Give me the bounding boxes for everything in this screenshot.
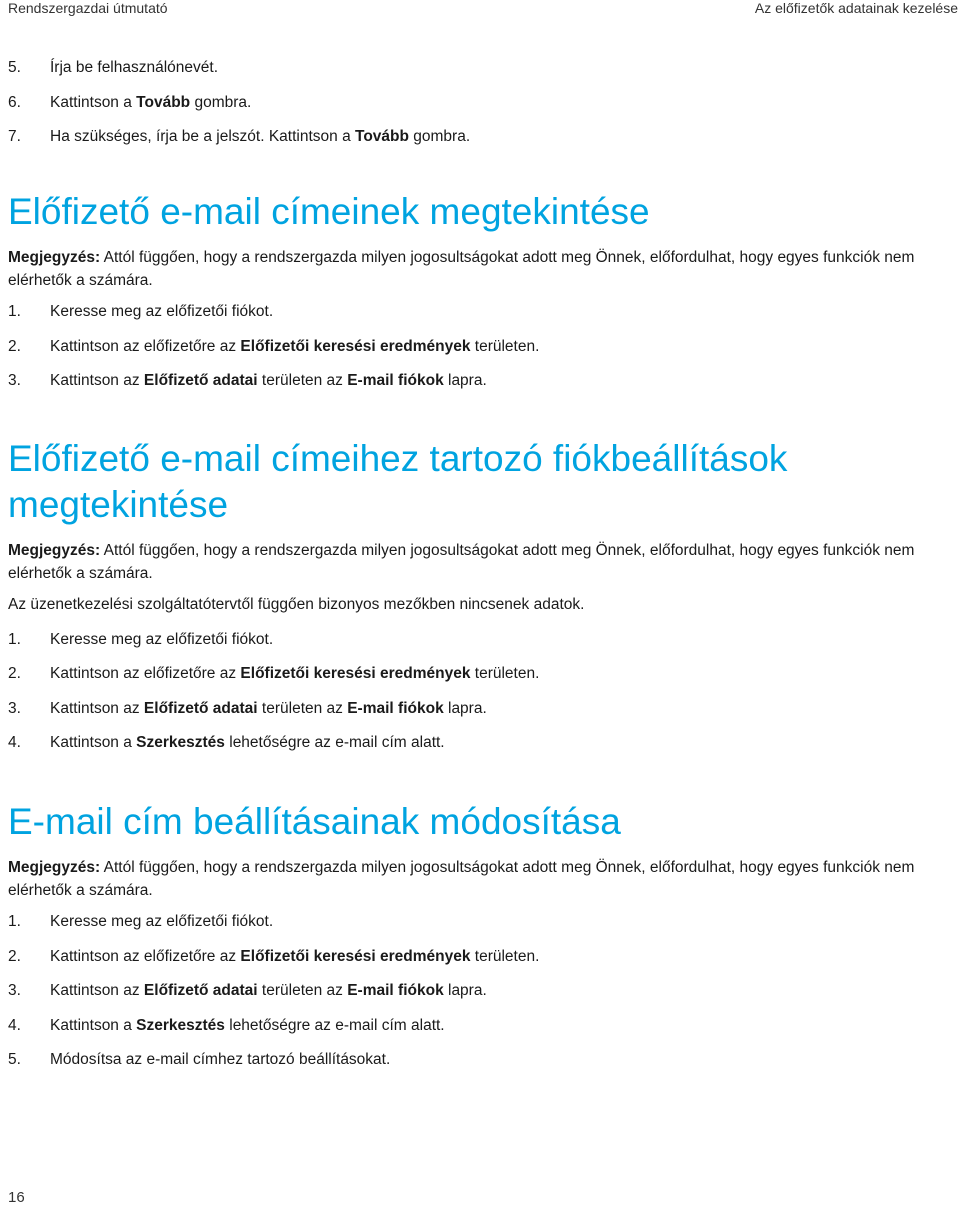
step-text-part: Módosítsa az e-mail címhez tartozó beállításokat.: [50, 1051, 391, 1068]
step-number: 7.: [8, 128, 21, 145]
step-text-part: lapra.: [443, 372, 487, 389]
note-label: Megjegyzés:: [8, 249, 101, 266]
step-number: 2.: [8, 337, 21, 355]
step-text-part: Kattintson a: [50, 734, 137, 751]
note-label: Megjegyzés:: [8, 542, 101, 559]
list-item: [8, 337, 940, 357]
step-text-part: Kattintson a: [50, 93, 137, 111]
step-text-part: Kattintson az előfizetőre az: [50, 665, 241, 682]
section: [8, 799, 940, 1070]
ui-term: Előfizetői keresési eredmények: [240, 337, 471, 355]
step-text-part: területen az: [257, 372, 348, 389]
step-text-part: Kattintson az előfizetőre az: [50, 947, 241, 965]
step-text-part: területen.: [470, 337, 540, 355]
page-header: [0, 0, 960, 22]
header-guide-title: Rendszergazdai útmutató: [8, 0, 168, 16]
section-title: Előfizető e-mail címeihez tartozó fiókbeállítások megtekintése: [8, 438, 788, 525]
ui-term: E-mail fiókok: [347, 372, 444, 389]
step-number: 5.: [8, 59, 21, 76]
ui-term: Szerkesztés: [136, 1016, 225, 1034]
step-text-part: Keresse meg az előfizetői fiókot.: [50, 913, 274, 930]
step-text: [50, 371, 487, 391]
ui-term: Előfizetői keresési eredmények: [240, 665, 471, 682]
section-title: E-mail cím beállításainak módosítása: [8, 801, 621, 842]
step-text-part: lapra.: [443, 699, 487, 717]
note-paragraph: [8, 539, 940, 585]
list-item: [8, 302, 940, 322]
ui-term: Előfizető adatai: [143, 982, 258, 999]
step-text-part: területen az: [257, 699, 348, 717]
note-text: Attól függően, hogy a rendszergazda milyen jogosultságokat adott meg Önnek, előfordulhat, hogy egyes funkciók nem elérhetők a számára.: [8, 249, 915, 289]
step-text: [50, 1050, 390, 1070]
step-text: [50, 947, 539, 967]
step-text: [50, 1016, 445, 1036]
step-text: [50, 981, 487, 1001]
step-number: 1.: [8, 913, 21, 930]
step-number: 1.: [8, 303, 21, 320]
step-number: 5.: [8, 1051, 21, 1068]
step-text: [50, 93, 251, 113]
list-item: [8, 912, 940, 932]
section: [8, 436, 940, 753]
step-text-part: Kattintson az előfizetőre az: [50, 337, 241, 355]
step-text-part: gombra.: [190, 93, 252, 111]
step-number: 3.: [8, 699, 21, 717]
step-text: [50, 127, 470, 147]
step-text-part: Keresse meg az előfizetői fiókot.: [50, 630, 274, 648]
step-text: [50, 664, 539, 684]
info-paragraph: Az üzenetkezelési szolgáltatótervtől függően bizonyos mezőkben nincsenek adatok.: [8, 596, 585, 613]
note-paragraph: [8, 246, 940, 292]
list-item: [8, 93, 940, 113]
note-label: Megjegyzés:: [8, 859, 101, 876]
page-number: 16: [8, 1189, 25, 1206]
note-paragraph: [8, 856, 940, 902]
list-item: [8, 664, 940, 684]
step-number: 3.: [8, 372, 21, 389]
list-item: [8, 127, 940, 147]
step-number: 1.: [8, 630, 21, 648]
ui-term: Előfizető adatai: [143, 372, 258, 389]
step-text-part: Kattintson az: [50, 982, 144, 999]
step-text: [50, 630, 273, 650]
section: [8, 189, 940, 391]
step-text-part: gombra.: [408, 128, 471, 145]
ui-term: E-mail fiókok: [347, 699, 444, 717]
ui-term: Előfizető adatai: [143, 699, 258, 717]
step-text-part: területen.: [470, 947, 540, 965]
note-text: Attól függően, hogy a rendszergazda milyen jogosultságokat adott meg Önnek, előfordulhat, hogy egyes funkciók nem elérhetők a számára.: [8, 542, 915, 582]
step-text: [50, 58, 218, 78]
list-item: [8, 733, 940, 753]
step-text: [50, 912, 273, 932]
step-text-part: Kattintson az: [50, 699, 144, 717]
list-item: [8, 1016, 940, 1036]
list-item: [8, 699, 940, 719]
step-number: 4.: [8, 1016, 21, 1034]
step-number: 2.: [8, 665, 21, 682]
step-text-part: lapra.: [443, 982, 487, 999]
ui-term: E-mail fiókok: [347, 982, 444, 999]
intro-steps: [8, 58, 940, 147]
list-item: [8, 58, 940, 78]
header-chapter-title: Az előfizetők adatainak kezelése: [754, 0, 958, 16]
step-number: 3.: [8, 982, 21, 999]
ui-term: Tovább: [355, 128, 409, 145]
step-text-part: lehetőségre az e-mail cím alatt.: [224, 1016, 445, 1034]
ui-term: Szerkesztés: [136, 734, 225, 751]
document-content: [8, 58, 940, 1085]
step-text: [50, 302, 273, 322]
list-item: [8, 1050, 940, 1070]
list-item: [8, 630, 940, 650]
step-text-part: Írja be felhasználónevét.: [50, 59, 219, 76]
step-text-part: Ha szükséges, írja be a jelszót. Kattintson a: [50, 128, 355, 145]
step-text-part: Kattintson az: [50, 372, 144, 389]
step-text: [50, 733, 445, 753]
ui-term: Tovább: [136, 93, 191, 111]
step-text-part: Kattintson a: [50, 1016, 137, 1034]
step-text-part: területen az: [257, 982, 348, 999]
ui-term: Előfizetői keresési eredmények: [240, 947, 471, 965]
step-number: 6.: [8, 93, 21, 111]
section-title: Előfizető e-mail címeinek megtekintése: [8, 191, 650, 232]
step-text-part: területen.: [470, 665, 540, 682]
sections: [8, 189, 940, 1070]
step-number: 2.: [8, 947, 21, 965]
note-text: Attól függően, hogy a rendszergazda milyen jogosultságokat adott meg Önnek, előfordulhat, hogy egyes funkciók nem elérhetők a számára.: [8, 859, 915, 899]
step-text: [50, 337, 539, 357]
list-item: [8, 947, 940, 967]
list-item: [8, 371, 940, 391]
step-text: [50, 699, 487, 719]
step-number: 4.: [8, 734, 21, 751]
step-text-part: Keresse meg az előfizetői fiókot.: [50, 303, 274, 320]
list-item: [8, 981, 940, 1001]
step-text-part: lehetőségre az e-mail cím alatt.: [224, 734, 445, 751]
